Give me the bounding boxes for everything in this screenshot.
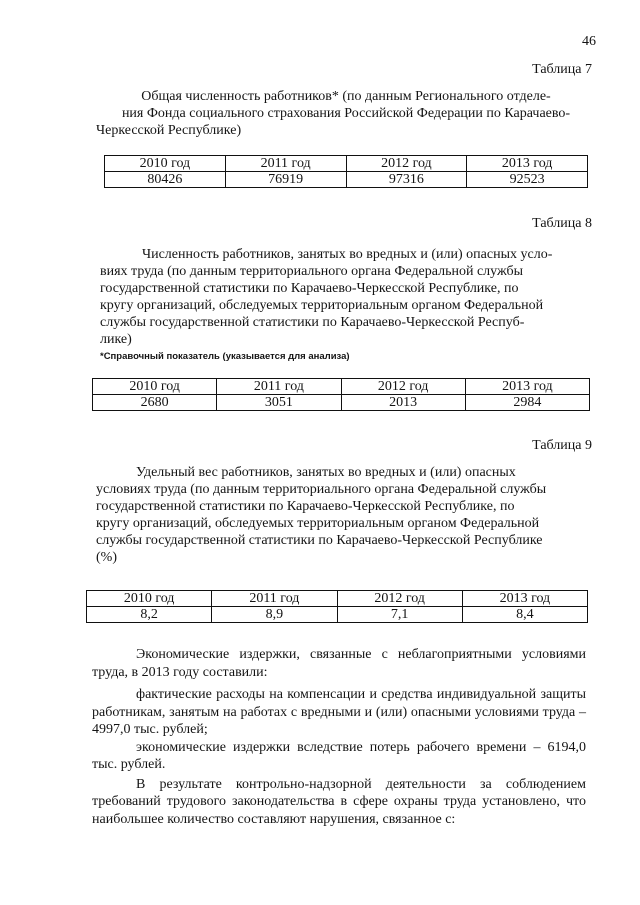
table8-caption — [100, 246, 592, 348]
caption-line: лике) — [100, 332, 132, 347]
caption-line: Черкесской Республике) — [96, 123, 242, 138]
table-cell: 7,1 — [337, 607, 462, 623]
table-cell: 2984 — [465, 395, 589, 411]
caption-line: условиях труда (по данным территориального органа Федеральной службы — [96, 482, 547, 497]
table7-caption — [96, 88, 596, 139]
paragraph: экономические издержки вследствие потерь рабочего времени – 6194,0 тыс. рублей. — [92, 739, 586, 772]
body-text — [92, 646, 586, 828]
table-header-cell: 2010 год — [87, 591, 212, 607]
table-header-cell: 2011 год — [225, 156, 346, 172]
table8-label: Таблица 8 — [532, 216, 592, 231]
table-header-cell: 2011 год — [212, 591, 337, 607]
table-row — [93, 395, 590, 411]
table-cell: 97316 — [346, 172, 467, 188]
table-cell: 8,2 — [87, 607, 212, 623]
table-header-cell: 2013 год — [467, 156, 588, 172]
table-header-cell: 2010 год — [105, 156, 226, 172]
table-cell: 2680 — [93, 395, 217, 411]
table-header-cell: 2012 год — [337, 591, 462, 607]
page-number: 46 — [582, 34, 596, 49]
paragraph: Экономические издержки, связанные с неблагоприятными условиями труда, в 2013 году составили: — [92, 647, 586, 680]
caption-line: Общая численность работников* (по данным Регионального отделе- — [141, 89, 551, 104]
paragraph: фактические расходы на компенсации и средства индивидуальной защиты работникам, занятым на работах с вредными и (или) опасными условиями труда – 4997,0 тыс. рублей; — [92, 687, 586, 737]
table-row — [105, 172, 588, 188]
table-header-cell: 2012 год — [346, 156, 467, 172]
table9-caption — [96, 464, 590, 566]
caption-line: ния Фонда социального страхования Российской Федерации по Карачаево- — [121, 106, 571, 121]
table7 — [104, 155, 588, 188]
table9 — [86, 590, 588, 623]
table-cell: 76919 — [225, 172, 346, 188]
table-header-cell: 2011 год — [217, 379, 341, 395]
caption-line: Численность работников, занятых во вредных и (или) опасных усло- — [142, 247, 553, 262]
table-cell: 2013 — [341, 395, 465, 411]
caption-line: Удельный вес работников, занятых во вредных и (или) опасных — [136, 465, 516, 480]
table-header-cell: 2012 год — [341, 379, 465, 395]
table7-label: Таблица 7 — [532, 62, 592, 77]
footnote: *Справочный показатель (указывается для анализа) — [100, 351, 350, 362]
table9-label: Таблица 9 — [532, 438, 592, 453]
caption-line: государственной статистики по Карачаево-Черкесской Республике, по — [100, 281, 519, 296]
caption-line: кругу организаций, обследуемых территориальным органом Федеральной — [100, 298, 544, 313]
caption-line: службы государственной статистики по Карачаево-Черкесской Республике — [96, 533, 543, 548]
table-header-row — [93, 379, 590, 395]
table-header-row — [87, 591, 588, 607]
caption-line: (%) — [96, 550, 117, 565]
table-header-row — [105, 156, 588, 172]
table-header-cell: 2013 год — [465, 379, 589, 395]
caption-line: службы государственной статистики по Карачаево-Черкесской Респуб- — [100, 315, 525, 330]
table-cell: 80426 — [105, 172, 226, 188]
caption-line: государственной статистики по Карачаево-Черкесской Республике, по — [96, 499, 515, 514]
table-header-cell: 2010 год — [93, 379, 217, 395]
table-row — [87, 607, 588, 623]
table-cell: 3051 — [217, 395, 341, 411]
table8 — [92, 378, 590, 411]
table-header-cell: 2013 год — [462, 591, 587, 607]
table-cell: 92523 — [467, 172, 588, 188]
table-cell: 8,4 — [462, 607, 587, 623]
paragraph: В результате контрольно-надзорной деятельности за соблюдением требований трудового законодательства в сфере охраны труда установлено, что наибольшее количество составляют нарушения, связанное с: — [92, 776, 586, 827]
table-cell: 8,9 — [212, 607, 337, 623]
caption-line: кругу организаций, обследуемых территориальным органом Федеральной — [96, 516, 540, 531]
caption-line: виях труда (по данным территориального органа Федеральной службы — [100, 264, 524, 279]
